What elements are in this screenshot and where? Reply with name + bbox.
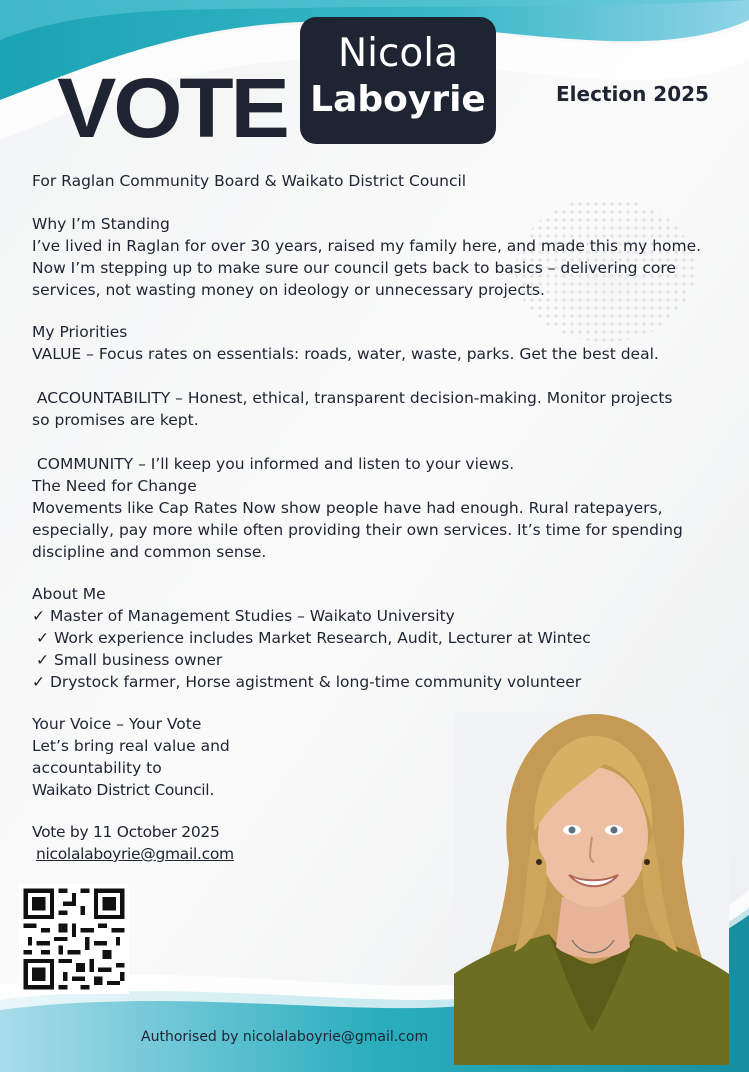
why-line: I’ve lived in Raglan for over 30 years, raised my family here, and made this my home. [32, 237, 702, 255]
priority-value: VALUE – Focus rates on essentials: roads, water, waste, parks. Get the best deal. [32, 345, 659, 363]
why-line: Now I’m stepping up to make sure our council gets back to basics – delivering core [32, 259, 676, 277]
closing-line: Let’s bring real value and [32, 737, 230, 755]
need-line: discipline and common sense. [32, 543, 267, 561]
qr-code[interactable] [19, 884, 129, 994]
need-line: Movements like Cap Rates Now show people have had enough. Rural ratepayers, [32, 499, 663, 517]
checkmark-icon: ✓ [32, 607, 45, 625]
checkmark-icon: ✓ [32, 673, 45, 691]
about-item-text: Small business owner [53, 651, 223, 669]
checkmark-icon: ✓ [36, 629, 49, 647]
about-item [32, 605, 455, 627]
need-line: especially, pay more while often providing their own services. It’s time for spending [32, 521, 683, 539]
vote-heading: VOTE [57, 61, 287, 155]
about-item-text: Drystock farmer, Horse agistment & long-time community volunteer [49, 673, 582, 691]
priority-accountability: ACCOUNTABILITY – Honest, ethical, transparent decision-making. Monitor projects [32, 389, 673, 407]
priority-accountability-cont: so promises are kept. [32, 411, 199, 429]
email-link[interactable]: nicolalaboyrie@gmail.com [36, 845, 234, 863]
closing-line: accountability to [32, 759, 162, 777]
closing-line: Your Voice – Your Vote [32, 715, 202, 733]
closing-line: Waikato District Council. [32, 781, 214, 799]
intro-line: For Raglan Community Board & Waikato District Council [32, 172, 467, 190]
about-item-text: Master of Management Studies – Waikato University [49, 607, 455, 625]
priority-community: COMMUNITY – I’ll keep you informed and listen to your views. [32, 455, 515, 473]
priorities-heading: My Priorities [32, 323, 128, 341]
candidate-first-name: Nicola [337, 31, 459, 76]
why-heading: Why I’m Standing [32, 215, 170, 233]
authorisation-statement: Authorised by nicolalaboyrie@gmail.com [141, 1029, 429, 1045]
candidate-photo [454, 712, 729, 1065]
about-heading: About Me [32, 585, 106, 603]
vote-by-date: Vote by 11 October 2025 [32, 823, 220, 841]
about-item-text: Work experience includes Market Research, Audit, Lecturer at Wintec [53, 629, 591, 647]
why-line: services, not wasting money on ideology or unnecessary projects. [32, 281, 545, 299]
candidate-last-name: Laboyrie [310, 78, 486, 120]
about-item [32, 671, 581, 693]
checkmark-icon: ✓ [36, 651, 49, 669]
about-item [36, 627, 591, 649]
need-heading: The Need for Change [32, 477, 197, 495]
candidate-name-box [300, 17, 496, 144]
election-year: Election 2025 [556, 82, 709, 106]
about-item [36, 649, 222, 671]
